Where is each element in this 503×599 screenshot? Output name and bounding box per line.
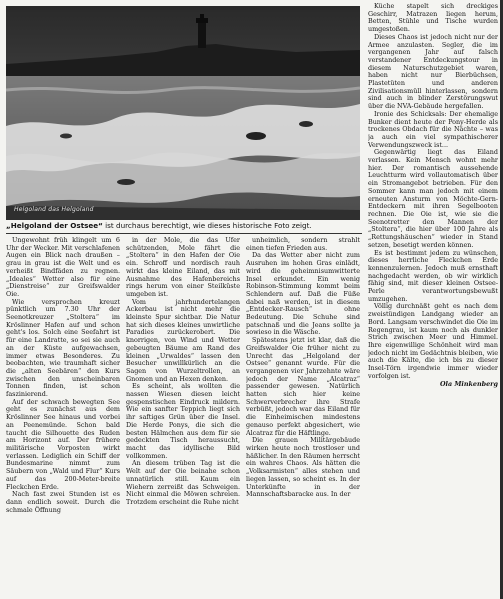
photo-credit: Helgoland das Helgoland [14, 206, 94, 213]
paragraph: Küche stapelt sich dreckiges Geschirr, Matrazen liegen herum, Betten, Stühle und Tische wurden umgestoßen. [368, 3, 498, 34]
paragraph: in der Mole, die das Ufer schützenden, Mole fährt die „Stoltera“ in den Hafen der Oie ein. Schroff und nordisch rauh wirkt das kleine Eiland, das mit Ausnahme des Hafenbereichs rings herum von einer Steilküste umgeben ist. [126, 237, 240, 298]
article-column-2 [126, 237, 240, 597]
paragraph: unheimlich, sondern strahlt einen tiefen Frieden aus. [246, 237, 360, 252]
paragraph: Gegenwärtig liegt das Eiland verlassen. Kein Mensch wohnt mehr hier. Der romantisch aussehende Leuchtturm wird vollautomatisch über ein Stromangebot betrieben. Für den Sommer kann man jedoch mit einem erneuten Ansturm von Möchte-Gern-Entdeckern mit ihren Segelbooten rechnen. Die Oie ist, wie sie die Seenotretter den Mannen der „Stoltera“, die hier über 100 Jahre als „Rettungshäuschen“ wieder in Stand setzen, besetigt werden können. [368, 148, 498, 249]
paragraph: Spätestens jetzt ist klar, daß die Greifswalder Oie früher nicht zu Unrecht das „Helgoland der Ostsee“ genannt wurde. Für die vergangenen vier Jahrzehnte wäre jedoch der Name „Alcatraz“ passender gewesen. Natürlich hatten sich hier keine Schwerverbrecher ihre Strafe verbüßt, jedoch war das Eiland für die Einheimischen mindestens genauso perfekt abgesichert, wie Alcatraz für die Häftlinge. [246, 336, 360, 437]
article-column-4 [368, 3, 498, 597]
paragraph: Auf der schwach bewegten See geht es zunächst aus dem Kröslinner See hinaus und vorbei an Peenemünde. Schon bald taucht die Silhouette des Ruden am Horizont auf. Der frühere militärische Vorposten wirkt verlassen. Lediglich ein Schiff der Bundesmarine nimmt zum Säubern von „Wald und Flur“ Kurs auf das 200-Meter-breite Fleckchen Erde. [6, 397, 120, 491]
author-byline: Ola Minkenberg [439, 380, 498, 389]
paragraph: Es ist bestimmt jedem zu wünschen, dieses herrliche Fleckchen Erde kennenzulernen. Jedoch muß ernsthaft nachgedacht werden, ob wir wirklich fähig sind, mit dieser kleinen Ostsee-Perle verantwortungsbewußt umzugehen. [368, 248, 498, 303]
paragraph: Es scheint, als wollten die nassen Wiesen diesen leicht gespenstischen Eindruck mildern. Wie ein sanfter Teppich liegt sich ihr saftiges Grün über die Insel. Die Herde Ponys, die sich die besten Hälmchen aus dem für sie gedeckten Tisch heraussucht, macht das idyllische Bild vollkommen. [126, 382, 240, 460]
photo-caption [6, 221, 362, 230]
caption-divider [6, 233, 362, 234]
paragraph: Dieses Chaos ist jedoch nicht nur der Armee anzulasten. Segler, die im vergangenen Jahr auf falsch verstandener Entdeckungstour in diesem Naturschutzgebiet waren, haben nicht nur Bierbüchsen, Plastetüten und anderen Zivilisationsmüll hinterlassen, sondern sind auch in blinder Zerstörungswut über die NVA-Gebäude hergefallen. [368, 32, 498, 111]
historic-photo [6, 6, 360, 220]
paragraph: Die grauen Militärgebäude wirken heute noch trostloser und häßlicher. In den Räumen herrscht ein wahres Chaos. Als hätten die „Volksarmisten“ alles stehen und liegen lassen, so scheint es. In der Unterkünfte in der Mannschaftsbaracke aus. In der [246, 436, 360, 499]
paragraph: Vom jahrhundertelangen Ackerbau ist nicht mehr die kleinste Spur sichtbar. Die Natur hat sich dieses kleines unwirtliche Paradies zurückerobert. Die knorrigen, von Wind und Wetter gebeugten Bäume am Rand des kleinen „Urwaldes“ lassen den Besucher unwillkürlich an die Sagen von Wurzeltrollen, an Gnomen und an Hexen denken. [126, 297, 240, 383]
paragraph: An diesem trüben Tag ist die Welt auf der Oie beinahe schon unnatürlich still. Kaum ein Wiehern zerreißt das Schweigen. Nicht einmal die Möwen schreien. Trotzdem erscheint die Ruhe nicht [126, 459, 240, 506]
paragraph: Völlig durchnäßt geht es nach dem zweistündigen Landgang wieder an Bord. Langsam verschwindet die Oie im Regengrau, ist kaum noch als dunkler Strich zwischen Meer und Himmel. Ihre eigenwillige Schönheit wird man jedoch nicht im Gedächtnis bleiben, wie auch die Kälte, die ich bis zu dieser Insel-Törn irgendwie immer wieder vorfolgen ist. [368, 302, 498, 380]
article-column-3 [246, 237, 360, 597]
paragraph: Da das Wetter aber nicht zum Ausruhen im hohen Gras einlädt, wird die geheimnisumwitterte Insel erkundet. Ein wenig Robinson-Stimmung kommt beim Schlendern auf. Daß die Füße dabei naß werden, ist in diesem „Entdecker-Rausch“ ohne Bedeutung. Die Schuhe sind patschnaß und die Jeans sollte ja sowieso in die Wäsche. [246, 251, 360, 337]
caption-text: ist durchaus berechtigt, wie dieses historische Foto zeigt. [102, 221, 312, 230]
article-column-1 [6, 237, 120, 597]
paragraph: Ironie des Schicksals: Der ehemalige Bunker dient heute der Pony-Herde als trockenes Obdach für die Nächte – was ja auch ein viel sympathischerer Verwendungszweck ist... [368, 109, 498, 149]
island-coast-image [6, 6, 360, 220]
caption-title: „Helgoland der Ostsee“ [6, 221, 103, 230]
paragraph: Nach fast zwei Stunden ist es dann endlich soweit. Durch die schmale Öffnung [6, 490, 120, 514]
paragraph: Ungewohnt früh klingelt um 6 Uhr der Wecker. Mit verschlafenen Augen ein Blick nach draußen – grau in grau ist die Welt und es verheißt Bindfäden zu regnen. „Ideales“ Wetter also für eine „Dienstreise“ zur Greifswalder Oie. [6, 237, 120, 298]
paragraph: Wie versprochen kreuzt pünktlich um 7.30 Uhr der Seenotkreuzer „Stoltera“ im Kröslinner Hafen auf und schon geht's los. Solch eine Seefahrt ist für eine Landratte, so sei sie auch an der Küste aufgewachsen, immer etwas Besonderes. Zu beobachten, wie traumhaft sicher die „alten Seebären“ den Kurs zwischen den unscheinbaren Tonnen finden, ist schon faszinierend. [6, 297, 120, 399]
